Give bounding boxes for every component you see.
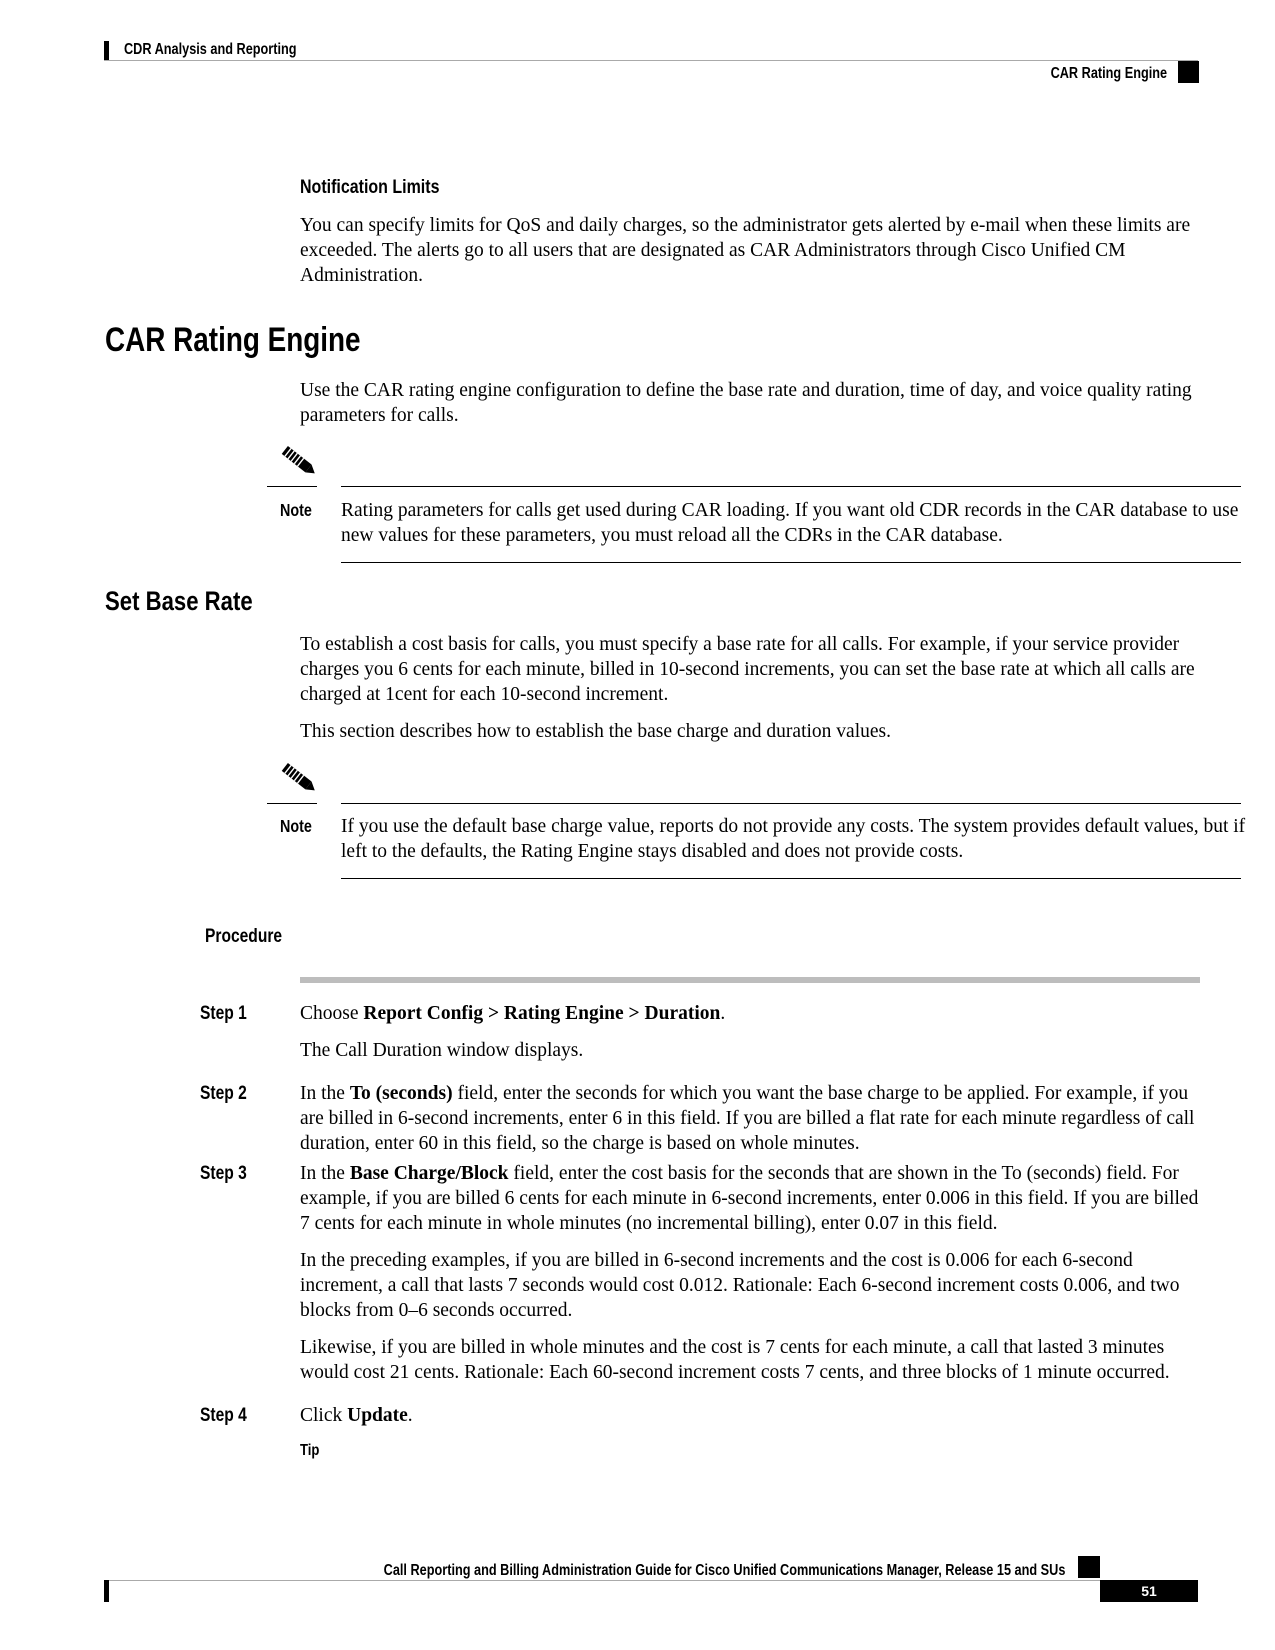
note-top-rule: [341, 486, 1241, 487]
note-bottom-rule: [341, 562, 1241, 563]
note-icon-rule: [267, 486, 317, 487]
car-rating-engine-intro: Use the CAR rating engine configuration to define the base rate and duration, time of day, and voice quality rating parameters for calls.: [300, 380, 1192, 426]
note-top-rule: [341, 803, 1241, 804]
step-text: In the: [300, 1163, 350, 1184]
pencil-note-icon: [277, 442, 321, 480]
procedure-heading: Procedure: [205, 926, 283, 947]
step-text: In the: [300, 1083, 350, 1104]
step-label: Step 2: [200, 1083, 247, 1104]
step-example: In the preceding examples, if you are billed in 6-second increments and the cost is 0.006 for each 6-second increment, a call that lasts 7 seconds would cost 0.012. Rationale: Each 6-second increment costs 0.006, and two blocks from 0–6 seconds occurred.: [300, 1250, 1180, 1321]
footer-book-title: Call Reporting and Billing Administration Guide for Cisco Unified Communications Manager, Release 15 and SUs: [383, 1562, 1065, 1579]
menu-path: Report Config > Rating Engine > Duration: [363, 1003, 721, 1024]
step-text: Click: [300, 1405, 348, 1426]
procedure-rule: [300, 977, 1200, 983]
note-bottom-rule: [341, 878, 1241, 879]
tip-label: Tip: [300, 1442, 320, 1459]
step-instruction: [300, 1403, 1205, 1428]
step-example: Likewise, if you are billed in whole minutes and the cost is 7 cents for each minute, a call that lasted 3 minutes would cost 21 cents. Rationale: Each 60-second increment costs 7 cents, and three blocks of 1 minute occurred.: [300, 1337, 1170, 1383]
set-base-rate-heading: Set Base Rate: [105, 586, 253, 616]
field-name: Base Charge/Block: [349, 1163, 509, 1184]
step-instruction: [300, 1161, 1205, 1236]
header-rule: [104, 60, 1198, 61]
note-text: Rating parameters for calls get used during CAR loading. If you want old CDR records in the CAR database to use new values for these parameters, you must reload all the CDRs in the CAR database.: [341, 500, 1239, 546]
car-rating-engine-heading: CAR Rating Engine: [105, 321, 361, 359]
running-header-section: CAR Rating Engine: [1050, 65, 1167, 82]
step-text: field, enter the cost basis for the seconds that are shown in the To (seconds) field. For example, if you are billed 6 cents for each minute in 6-second increments, enter 0.006 in this field. If you are billed 7 cents for each minute in whole minutes (no incremental billing), enter 0.07 in this field.: [300, 1163, 1199, 1234]
footer-block: [1078, 1556, 1100, 1578]
step-instruction: [300, 1001, 1205, 1026]
note-text: If you use the default base charge value, reports do not provide any costs. The system provides default values, but if left to the defaults, the Rating Engine stays disabled and does not provide costs.: [341, 816, 1246, 862]
step-text: .: [720, 1003, 726, 1024]
notification-limits-heading: Notification Limits: [300, 176, 440, 198]
pencil-note-icon: [277, 759, 321, 797]
step-result: The Call Duration window displays.: [300, 1040, 584, 1061]
field-name: To (seconds): [349, 1083, 453, 1104]
step-label: Step 3: [200, 1163, 247, 1184]
step-text: field, enter the seconds for which you want the base charge to be applied. For example, if you are billed in 6-second increments, enter 6 in this field. If you are billed a flat rate for each minute regardless of call duration, enter 60 in this field, so the charge is based on whole minutes.: [300, 1083, 1195, 1154]
set-base-rate-paragraph: To establish a cost basis for calls, you must specify a base rate for all calls. For example, if your service provider charges you 6 cents for each minute, billed in 10-second increments, you can set the base rate at which all calls are charged at 1cent for each 10-second increment.: [300, 634, 1195, 705]
header-right-block: [1178, 61, 1199, 83]
step-text: .: [407, 1405, 413, 1426]
page-number: 51: [1141, 1583, 1157, 1599]
footer-rule: [104, 1580, 1198, 1581]
running-header-chapter: CDR Analysis and Reporting: [124, 41, 297, 58]
header-left-bar: [104, 41, 109, 60]
set-base-rate-paragraph: This section describes how to establish the base charge and duration values.: [300, 721, 891, 742]
note-label: Note: [280, 816, 312, 836]
note-icon-rule: [267, 803, 317, 804]
button-name: Update: [347, 1405, 408, 1426]
note-label: Note: [280, 500, 312, 520]
step-text: Choose: [300, 1003, 364, 1024]
page-number-box: [1100, 1580, 1198, 1602]
step-label: Step 1: [200, 1003, 247, 1024]
footer-left-bar: [104, 1580, 109, 1602]
step-instruction: [300, 1081, 1205, 1156]
notification-limits-body: You can specify limits for QoS and daily charges, so the administrator gets alerted by e-mail when these limits are exceeded. The alerts go to all users that are designated as CAR Administrators through Cisco Unified CM Administration.: [300, 215, 1191, 286]
step-label: Step 4: [200, 1405, 247, 1426]
